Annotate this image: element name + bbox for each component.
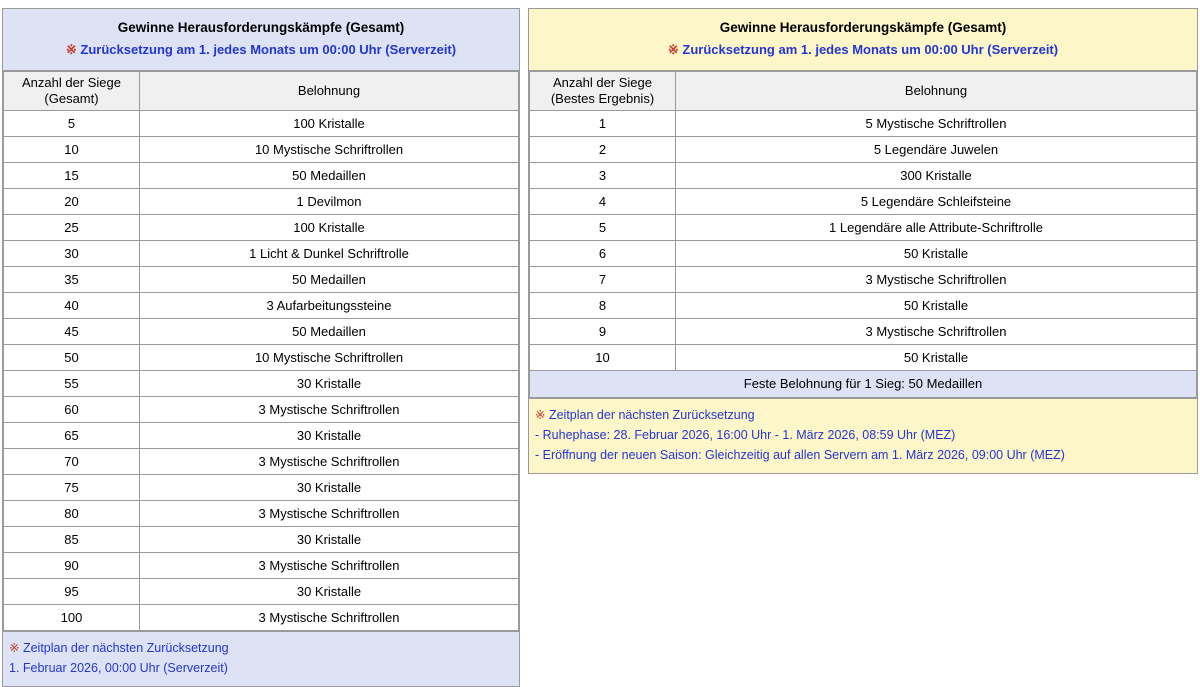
left-table-head	[4, 71, 519, 110]
reward-cell: 5 Legendäre Juwelen	[676, 136, 1197, 162]
wins-cell: 80	[4, 500, 140, 526]
reward-cell: 50 Medaillen	[140, 162, 519, 188]
wins-cell: 2	[530, 136, 676, 162]
table-row	[530, 318, 1197, 344]
left-panel-subtitle-text: Zurücksetzung am 1. jedes Monats um 00:00 Uhr (Serverzeit)	[80, 42, 457, 58]
table-row	[4, 318, 519, 344]
left-header-row	[4, 71, 519, 110]
left-panel-title: Gewinne Herausforderungskämpfe (Gesamt)	[117, 20, 405, 35]
table-row	[4, 422, 519, 448]
wins-cell: 100	[4, 604, 140, 630]
left-panel-subtitle	[9, 40, 513, 60]
reward-cell: 300 Kristalle	[676, 162, 1197, 188]
table-row	[4, 188, 519, 214]
right-panel-header	[529, 9, 1197, 71]
reward-cell: 3 Mystische Schriftrollen	[676, 266, 1197, 292]
table-row	[4, 526, 519, 552]
left-footer-line-2: 1. Februar 2026, 00:00 Uhr (Serverzeit)	[9, 660, 228, 675]
right-header-row	[530, 71, 1197, 110]
reward-cell: 50 Kristalle	[676, 344, 1197, 370]
right-col-wins-line2: (Bestes Ergebnis)	[550, 90, 655, 106]
reward-cell: 10 Mystische Schriftrollen	[140, 136, 519, 162]
wins-cell: 20	[4, 188, 140, 214]
reward-cell: 3 Mystische Schriftrollen	[140, 448, 519, 474]
wins-cell: 50	[4, 344, 140, 370]
wins-cell: 1	[530, 110, 676, 136]
reward-cell: 100 Kristalle	[140, 110, 519, 136]
wins-cell: 35	[4, 266, 140, 292]
reward-cell: 30 Kristalle	[140, 422, 519, 448]
reward-cell: 50 Medaillen	[140, 318, 519, 344]
wins-cell: 3	[530, 162, 676, 188]
wins-cell: 85	[4, 526, 140, 552]
table-row	[530, 110, 1197, 136]
reward-cell: 3 Mystische Schriftrollen	[140, 396, 519, 422]
table-row	[4, 344, 519, 370]
table-row	[4, 214, 519, 240]
right-col-wins-line1: Anzahl der Siege	[552, 74, 652, 90]
right-panel-title: Gewinne Herausforderungskämpfe (Gesamt)	[719, 20, 1007, 35]
reward-cell: 50 Kristalle	[676, 292, 1197, 318]
right-footer-line-2: - Ruhephase: 28. Februar 2026, 16:00 Uhr - 1. März 2026, 08:59 Uhr (MEZ)	[535, 427, 956, 442]
wins-cell: 25	[4, 214, 140, 240]
right-footer-line-1-text: Zeitplan der nächsten Zurücksetzung	[548, 407, 755, 422]
wins-cell: 4	[530, 188, 676, 214]
left-col-reward: Belohnung	[140, 71, 519, 110]
reward-cell: 5 Mystische Schriftrollen	[676, 110, 1197, 136]
reward-cell: 3 Aufarbeitungssteine	[140, 292, 519, 318]
wins-cell: 7	[530, 266, 676, 292]
wins-cell: 55	[4, 370, 140, 396]
right-footer-line-3: - Eröffnung der neuen Saison: Gleichzeitig auf allen Servern am 1. März 2026, 09:00 Uhr (MEZ)	[535, 447, 1065, 462]
table-row	[4, 110, 519, 136]
asterisk-icon: ※	[9, 640, 20, 655]
reward-cell: 3 Mystische Schriftrollen	[676, 318, 1197, 344]
right-panel-subtitle	[535, 40, 1191, 60]
wins-cell: 65	[4, 422, 140, 448]
reward-cell: 50 Kristalle	[676, 240, 1197, 266]
table-row	[4, 396, 519, 422]
reward-cell: 1 Legendäre alle Attribute-Schriftrolle	[676, 214, 1197, 240]
right-reward-table	[529, 71, 1197, 398]
table-row	[4, 448, 519, 474]
table-row	[4, 552, 519, 578]
table-row	[4, 136, 519, 162]
wins-cell: 60	[4, 396, 140, 422]
table-row	[4, 500, 519, 526]
table-row	[530, 266, 1197, 292]
asterisk-icon: ※	[667, 42, 679, 58]
left-table-body	[4, 110, 519, 630]
right-col-reward: Belohnung	[676, 71, 1197, 110]
reward-cell: 30 Kristalle	[140, 370, 519, 396]
wins-cell: 70	[4, 448, 140, 474]
left-col-wins-line1: Anzahl der Siege	[21, 74, 121, 90]
table-row	[4, 162, 519, 188]
reward-cell: 30 Kristalle	[140, 474, 519, 500]
wins-cell: 45	[4, 318, 140, 344]
table-row	[4, 578, 519, 604]
total-wins-panel	[2, 8, 520, 687]
reward-cell: 30 Kristalle	[140, 578, 519, 604]
wins-cell: 8	[530, 292, 676, 318]
table-row	[4, 370, 519, 396]
left-footer-line-1	[9, 638, 513, 658]
reward-cell: 3 Mystische Schriftrollen	[140, 604, 519, 630]
table-row	[4, 604, 519, 630]
best-record-panel	[528, 8, 1198, 474]
table-row	[530, 136, 1197, 162]
left-panel-header	[3, 9, 519, 71]
table-row	[530, 188, 1197, 214]
reward-cell: 3 Mystische Schriftrollen	[140, 552, 519, 578]
right-table-body	[530, 110, 1197, 397]
wins-cell: 9	[530, 318, 676, 344]
reward-cell: 3 Mystische Schriftrollen	[140, 500, 519, 526]
left-reward-table	[3, 71, 519, 631]
right-table-head	[530, 71, 1197, 110]
wins-cell: 5	[530, 214, 676, 240]
reward-cell: 10 Mystische Schriftrollen	[140, 344, 519, 370]
asterisk-icon: ※	[535, 407, 546, 422]
reward-cell: 1 Licht & Dunkel Schriftrolle	[140, 240, 519, 266]
wins-cell: 30	[4, 240, 140, 266]
wins-cell: 10	[4, 136, 140, 162]
reward-cell: 5 Legendäre Schleifsteine	[676, 188, 1197, 214]
left-col-wins-line2: (Gesamt)	[44, 90, 99, 106]
right-footer-line-1	[535, 405, 1191, 425]
reward-cell: 50 Medaillen	[140, 266, 519, 292]
reward-cell: 30 Kristalle	[140, 526, 519, 552]
table-row	[4, 240, 519, 266]
table-row	[4, 266, 519, 292]
fixed-reward-row	[530, 370, 1197, 397]
reward-cell: 1 Devilmon	[140, 188, 519, 214]
table-row	[530, 292, 1197, 318]
wins-cell: 15	[4, 162, 140, 188]
table-row	[530, 214, 1197, 240]
right-panel-footer	[529, 398, 1197, 473]
table-row	[530, 240, 1197, 266]
right-col-wins	[530, 71, 676, 110]
table-row	[530, 344, 1197, 370]
asterisk-icon: ※	[65, 42, 77, 58]
left-footer-line-1-text: Zeitplan der nächsten Zurücksetzung	[22, 640, 229, 655]
wins-cell: 90	[4, 552, 140, 578]
left-panel-footer	[3, 631, 519, 686]
table-row	[4, 292, 519, 318]
table-row	[4, 474, 519, 500]
left-col-wins	[4, 71, 140, 110]
wins-cell: 10	[530, 344, 676, 370]
wins-cell: 5	[4, 110, 140, 136]
wins-cell: 75	[4, 474, 140, 500]
wins-cell: 95	[4, 578, 140, 604]
wins-cell: 40	[4, 292, 140, 318]
fixed-reward-cell: Feste Belohnung für 1 Sieg: 50 Medaillen	[530, 370, 1197, 397]
table-row	[530, 162, 1197, 188]
wins-cell: 6	[530, 240, 676, 266]
reward-cell: 100 Kristalle	[140, 214, 519, 240]
right-panel-subtitle-text: Zurücksetzung am 1. jedes Monats um 00:00 Uhr (Serverzeit)	[682, 42, 1059, 58]
